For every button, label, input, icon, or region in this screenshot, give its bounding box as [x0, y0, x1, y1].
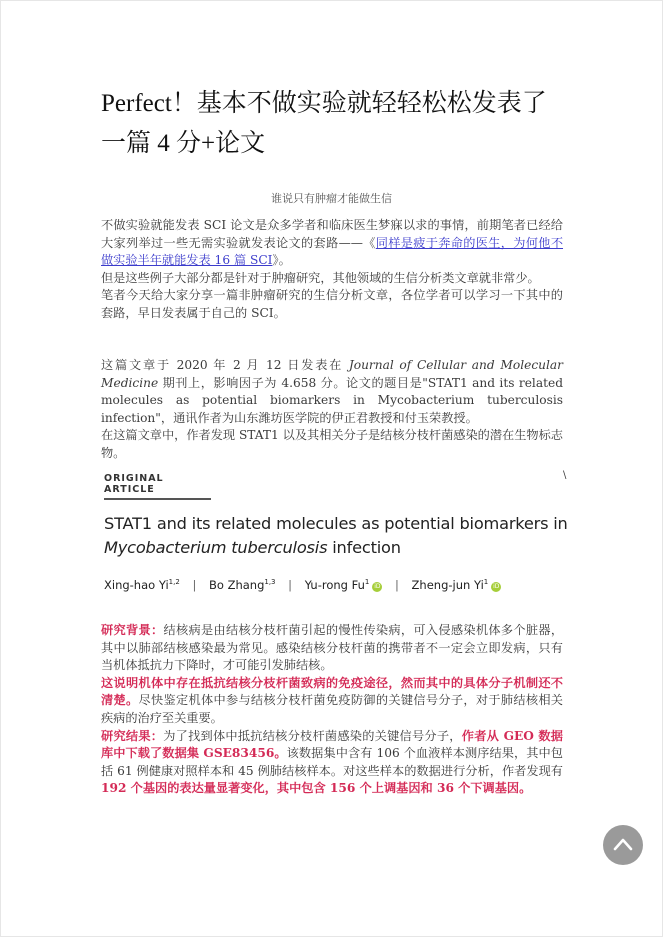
author-name: Zheng-jun Yi — [411, 578, 484, 592]
figure-edge-mark: \ — [563, 470, 567, 481]
author-name: Yu-rong Fu — [304, 578, 365, 592]
original-article-label: ORIGINAL ARTICLE — [104, 473, 211, 500]
author-name: Xing-hao Yi — [104, 578, 169, 592]
paper-info-section — [101, 357, 563, 463]
author-affiliation: 1 — [364, 578, 370, 587]
author-separator: | — [192, 578, 197, 592]
background-paragraph — [101, 622, 563, 675]
paper-title-image — [104, 512, 574, 560]
chevron-up-icon — [613, 837, 633, 851]
author-name: Bo Zhang — [208, 578, 265, 592]
results-text: 该数据集中含有 106 个血液样本测序结果，其中包括 61 例健康对照样本和 45 例肺结核样本。对这些样本的数据进行分析，作者发现有 — [101, 746, 563, 778]
intro-paragraph-1 — [101, 217, 563, 270]
author — [104, 578, 180, 592]
intro-section — [101, 217, 563, 323]
back-to-top-button[interactable] — [603, 825, 643, 865]
author-affiliation: 1 — [483, 578, 489, 587]
paper-info-paragraph-2: 在这篇文章中，作者发现 STAT1 以及其相关分子是结核分枝杆菌感染的潜在生物标志物。 — [101, 428, 563, 460]
results-label: 研究结果： — [101, 728, 164, 743]
paper-info-text: 期刊上，影响因子为 4.658 分。论文的题目是"STAT1 and its related molecules as potential biomarkers in Mycobacterium tuberculosis infection"，通讯作者为山东潍坊医学院的伊正君教授和付玉荣教授。 — [101, 375, 563, 425]
results-highlight: 192 个基因的表达量显著变化，其中包含 156 个上调基因和 36 个下调基因。 — [101, 781, 532, 796]
author-affiliation: 1,2 — [168, 578, 180, 587]
background-text: 结核病是由结核分枝杆菌引起的慢性传染病，可入侵感染机体多个脏器，其中以肺部结核感染最为常见。感染结核分枝杆菌的携带者不一定会立即发病，只有当机体抵抗力下降时，才可能引发肺结核。 — [101, 623, 564, 673]
background-label: 研究背景： — [101, 623, 164, 637]
results-paragraph — [101, 728, 563, 798]
paper-title-text: STAT1 and its related molecules as potential biomarkers in — [104, 514, 568, 533]
article-title: Perfect！基本不做实验就轻轻松松发表了一篇 4 分+论文 — [101, 90, 547, 157]
intro-paragraph-2: 但是这些例子大部分都是针对于肿瘤研究，其他领域的生信分析类文章就非常少。 — [101, 270, 540, 285]
article-subtitle: 谁说只有肿瘤才能做生信 — [271, 192, 392, 205]
author-affiliation: 1,3 — [264, 578, 276, 587]
paper-title-text: infection — [327, 538, 401, 557]
background-text: 尽快鉴定机体中参与结核分枝杆菌免疫防御的关键信号分子，对于肺结核相关疾病的治疗至关重要。 — [101, 693, 563, 725]
paper-info-paragraph-1 — [101, 357, 563, 427]
intro-paragraph-3: 笔者今天给大家分享一篇非肿瘤研究的生信分析文章，各位学者可以学习一下其中的套路，早日发表属于自己的 SCI。 — [101, 288, 563, 320]
author-separator: | — [395, 578, 399, 592]
author-separator: | — [288, 578, 293, 592]
intro-text: 不做实验就能发表 SCI 论文是众多学者和临床医生梦寐以求的事情，前期笔者已经给大家列举过一些无需实验就发表论文的套路——《 — [101, 218, 563, 250]
orcid-icon: iD — [493, 583, 500, 590]
related-article-link[interactable]: 同样是疲于奔命的医生，为何他不做实验半年就能发表 16 篇 SCI — [101, 235, 564, 268]
paper-title-species: Mycobacterium tuberculosis — [104, 538, 328, 557]
author — [305, 578, 383, 592]
background-highlight-paragraph — [101, 675, 563, 728]
author-list — [104, 578, 501, 592]
intro-text: 》。 — [272, 253, 291, 268]
journal-name: Journal of Cellular and Molecular Medicine — [101, 358, 563, 390]
background-highlight: 这说明机体中存在抵抗结核分枝杆菌致病的免疫途径，然而其中的具体分子机制还不清楚。 — [101, 675, 563, 708]
results-highlight: 作者从 GEO 数据库中下载了数据集 GSE83456。 — [101, 728, 563, 761]
orcid-icon: iD — [374, 583, 381, 590]
summary-section — [101, 622, 563, 798]
results-text: 为了找到体中抵抗结核分枝杆菌感染的关键信号分子， — [163, 728, 462, 743]
paper-info-text: 这篇文章于 2020 年 2 月 12 日发表在 — [101, 358, 349, 372]
author — [209, 578, 276, 592]
author — [412, 578, 502, 592]
